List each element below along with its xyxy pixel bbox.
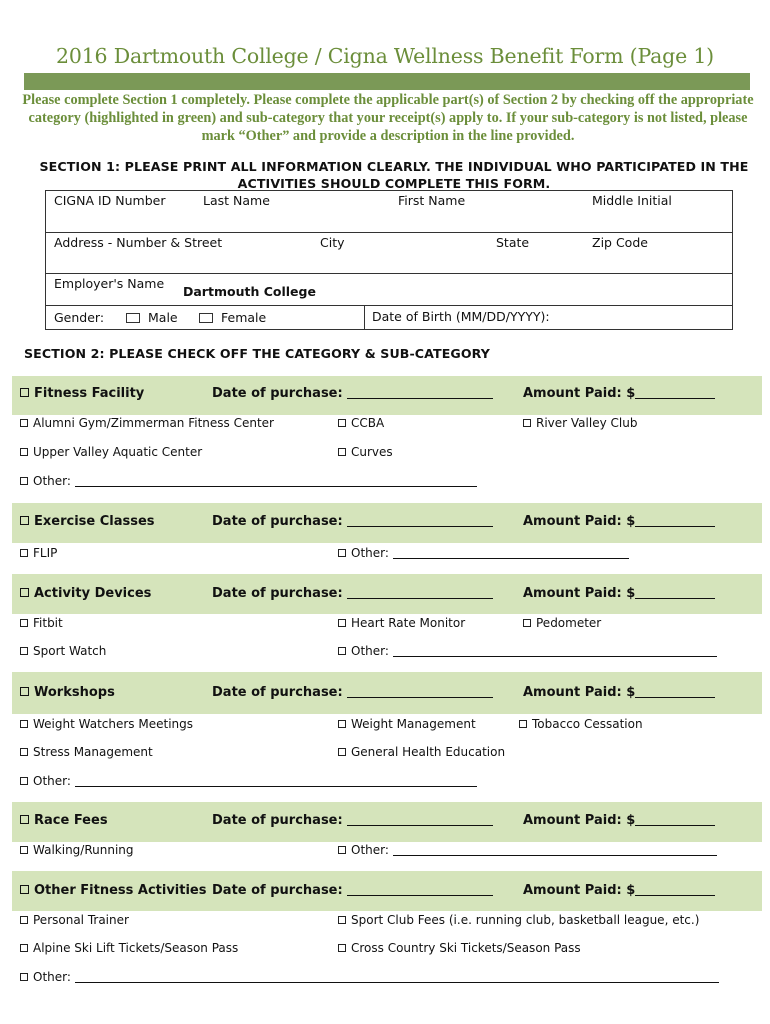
dob-label: Date of Birth (MM/DD/YYYY): [372,309,550,324]
subcategory-item[interactable] [20,941,238,955]
checkbox-icon[interactable] [20,419,28,427]
checkbox-icon[interactable] [20,588,29,597]
female-label: Female [221,310,267,325]
checkbox-icon[interactable] [20,516,29,525]
amount-paid-field[interactable] [523,813,715,828]
date-label: Date of purchase: [212,883,348,898]
date-label: Date of purchase: [212,685,348,700]
male-checkbox[interactable] [126,313,140,323]
category-label: Activity Devices [34,586,152,601]
page-title: 2016 Dartmouth College / Cigna Wellness Benefit Form (Page 1) [56,44,714,68]
checkbox-icon[interactable] [338,944,346,952]
amount-line[interactable] [635,514,715,527]
subcategory-item[interactable] [20,616,63,630]
table-divider [46,232,732,233]
date-of-purchase-field[interactable] [212,883,493,898]
category-label: Other Fitness Activities [34,883,207,898]
category-workshops[interactable] [20,685,115,700]
category-label: Exercise Classes [34,514,155,529]
item-label: FLIP [33,546,58,560]
subcategory-item[interactable] [523,416,637,430]
subcategory-item[interactable] [338,416,384,430]
date-line[interactable] [347,514,493,527]
checkbox-icon[interactable] [20,477,28,485]
other-line[interactable] [393,843,717,856]
checkbox-icon[interactable] [20,916,28,924]
subcategory-item[interactable] [338,717,476,731]
subcategory-item[interactable] [523,616,601,630]
cigna-id-label: CIGNA ID Number [54,193,166,208]
male-label: Male [148,310,178,325]
date-line[interactable] [347,813,493,826]
category-activity-devices[interactable] [20,586,151,601]
item-label: Tobacco Cessation [532,717,643,731]
item-label: Fitbit [33,616,63,630]
other-line[interactable] [75,474,477,487]
address-label: Address - Number & Street [54,235,223,250]
category-fitness-facility[interactable] [20,386,144,401]
subcategory-item[interactable] [20,913,129,927]
state-label: State [496,235,530,250]
amount-line[interactable] [635,685,715,698]
checkbox-icon[interactable] [338,647,346,655]
date-line[interactable] [347,685,493,698]
checkbox-icon[interactable] [20,944,28,952]
category-exercise-classes[interactable] [20,514,155,529]
amount-paid-field[interactable] [523,586,715,601]
amount-label: Amount Paid: $ [523,883,636,898]
date-of-purchase-field[interactable] [212,586,493,601]
last-name-label: Last Name [203,193,270,208]
gender-female-option[interactable] [199,310,266,325]
subcategory-item[interactable] [519,717,643,731]
other-label: Other: [351,644,393,658]
subcategory-item[interactable] [20,745,153,759]
checkbox-icon[interactable] [523,419,531,427]
checkbox-icon[interactable] [20,748,28,756]
gender-label: Gender: [54,310,105,325]
amount-line[interactable] [635,586,715,599]
other-line[interactable] [393,546,629,559]
amount-label: Amount Paid: $ [523,813,636,828]
employer-value: Dartmouth College [183,284,316,299]
checkbox-icon[interactable] [523,619,531,627]
section1-heading: SECTION 1: PLEASE PRINT ALL INFORMATION CLEARLY. THE INDIVIDUAL WHO PARTICIPATED IN THE ACTIVITIES SHOULD COMPLETE THIS FORM. [39,159,749,191]
amount-paid-field[interactable] [523,514,715,529]
item-label: Cross Country Ski Tickets/Season Pass [351,941,581,955]
item-label: Personal Trainer [33,913,129,927]
date-of-purchase-field[interactable] [212,813,493,828]
subcategory-item[interactable] [338,941,581,955]
other-item[interactable] [338,843,717,857]
other-item[interactable] [20,774,477,788]
date-of-purchase-field[interactable] [212,386,493,401]
checkbox-icon[interactable] [338,619,346,627]
checkbox-icon[interactable] [338,748,346,756]
instructions-text: Please complete Section 1 completely. Please complete the applicable part(s) of Section 2 by checking off the appropriate category (highlighted in green) and sub-category that your receipt(s) apply to. If your sub-category is not listed, please mark “Other” and provide a description in the line provided. [22,92,754,144]
amount-paid-field[interactable] [523,386,715,401]
checkbox-icon[interactable] [20,388,29,397]
other-item[interactable] [20,970,719,984]
section1-table [45,190,733,330]
checkbox-icon[interactable] [338,419,346,427]
checkbox-icon[interactable] [338,916,346,924]
other-line[interactable] [393,644,717,657]
amount-paid-field[interactable] [523,685,715,700]
subcategory-item[interactable] [338,745,505,759]
subcategory-item[interactable] [338,913,699,927]
item-label: River Valley Club [536,416,638,430]
date-line[interactable] [347,883,493,896]
middle-initial-label: Middle Initial [592,193,672,208]
first-name-label: First Name [398,193,466,208]
subcategory-item[interactable] [20,546,57,560]
amount-label: Amount Paid: $ [523,386,636,401]
date-label: Date of purchase: [212,386,348,401]
table-divider [46,305,732,306]
item-label: Weight Watchers Meetings [33,717,193,731]
checkbox-icon[interactable] [20,973,28,981]
section2-heading: SECTION 2: PLEASE CHECK OFF THE CATEGORY & SUB-CATEGORY [24,346,490,361]
date-label: Date of purchase: [212,586,348,601]
item-label: Alpine Ski Lift Tickets/Season Pass [33,941,239,955]
date-of-purchase-field[interactable] [212,514,493,529]
item-label: Heart Rate Monitor [351,616,466,630]
checkbox-icon[interactable] [20,647,28,655]
female-checkbox[interactable] [199,313,213,323]
date-label: Date of purchase: [212,813,348,828]
title-divider-bar [24,73,750,90]
date-line[interactable] [347,386,493,399]
item-label: Stress Management [33,745,153,759]
item-label: General Health Education [351,745,506,759]
item-label: Sport Watch [33,644,107,658]
other-line[interactable] [75,970,719,983]
other-label: Other: [33,774,75,788]
item-label: Sport Club Fees (i.e. running club, basketball league, etc.) [351,913,700,927]
category-label: Workshops [34,685,115,700]
item-label: CCBA [351,416,385,430]
subcategory-item[interactable] [20,843,134,857]
other-item[interactable] [338,644,717,658]
checkbox-icon[interactable] [338,846,346,854]
city-label: City [320,235,345,250]
checkbox-icon[interactable] [20,885,29,894]
date-line[interactable] [347,586,493,599]
other-line[interactable] [75,774,477,787]
item-label: Pedometer [536,616,602,630]
item-label: Upper Valley Aquatic Center [33,445,203,459]
checkbox-icon[interactable] [20,720,28,728]
other-label: Other: [33,474,75,488]
item-label: Curves [351,445,393,459]
checkbox-icon[interactable] [338,549,346,557]
subcategory-item[interactable] [338,616,465,630]
checkbox-icon[interactable] [20,687,29,696]
table-divider [46,273,732,274]
zip-label: Zip Code [592,235,648,250]
item-label: Weight Management [351,717,476,731]
checkbox-icon[interactable] [20,846,28,854]
other-label: Other: [351,546,393,560]
subcategory-item[interactable] [20,717,193,731]
category-other-fitness-activities[interactable] [20,883,207,898]
employer-label: Employer's Name [54,276,165,291]
amount-paid-field[interactable] [523,883,715,898]
other-item[interactable] [20,474,477,488]
amount-line[interactable] [635,386,715,399]
checkbox-icon[interactable] [519,720,527,728]
subcategory-item[interactable] [20,644,106,658]
checkbox-icon[interactable] [338,720,346,728]
subcategory-item[interactable] [20,416,274,430]
date-label: Date of purchase: [212,514,348,529]
amount-label: Amount Paid: $ [523,586,636,601]
category-label: Fitness Facility [34,386,145,401]
item-label: Alumni Gym/Zimmerman Fitness Center [33,416,274,430]
gender-male-option[interactable] [126,310,178,325]
other-item[interactable] [338,546,629,560]
item-label: Walking/Running [33,843,134,857]
amount-label: Amount Paid: $ [523,514,636,529]
checkbox-icon[interactable] [20,777,28,785]
checkbox-icon[interactable] [20,448,28,456]
other-label: Other: [33,970,75,984]
category-label: Race Fees [34,813,108,828]
checkbox-icon[interactable] [338,448,346,456]
other-label: Other: [351,843,393,857]
date-of-purchase-field[interactable] [212,685,493,700]
checkbox-icon[interactable] [20,815,29,824]
table-divider [364,305,365,330]
checkbox-icon[interactable] [20,549,28,557]
checkbox-icon[interactable] [20,619,28,627]
subcategory-item[interactable] [338,445,393,459]
amount-line[interactable] [635,883,715,896]
amount-line[interactable] [635,813,715,826]
amount-label: Amount Paid: $ [523,685,636,700]
subcategory-item[interactable] [20,445,202,459]
category-race-fees[interactable] [20,813,108,828]
